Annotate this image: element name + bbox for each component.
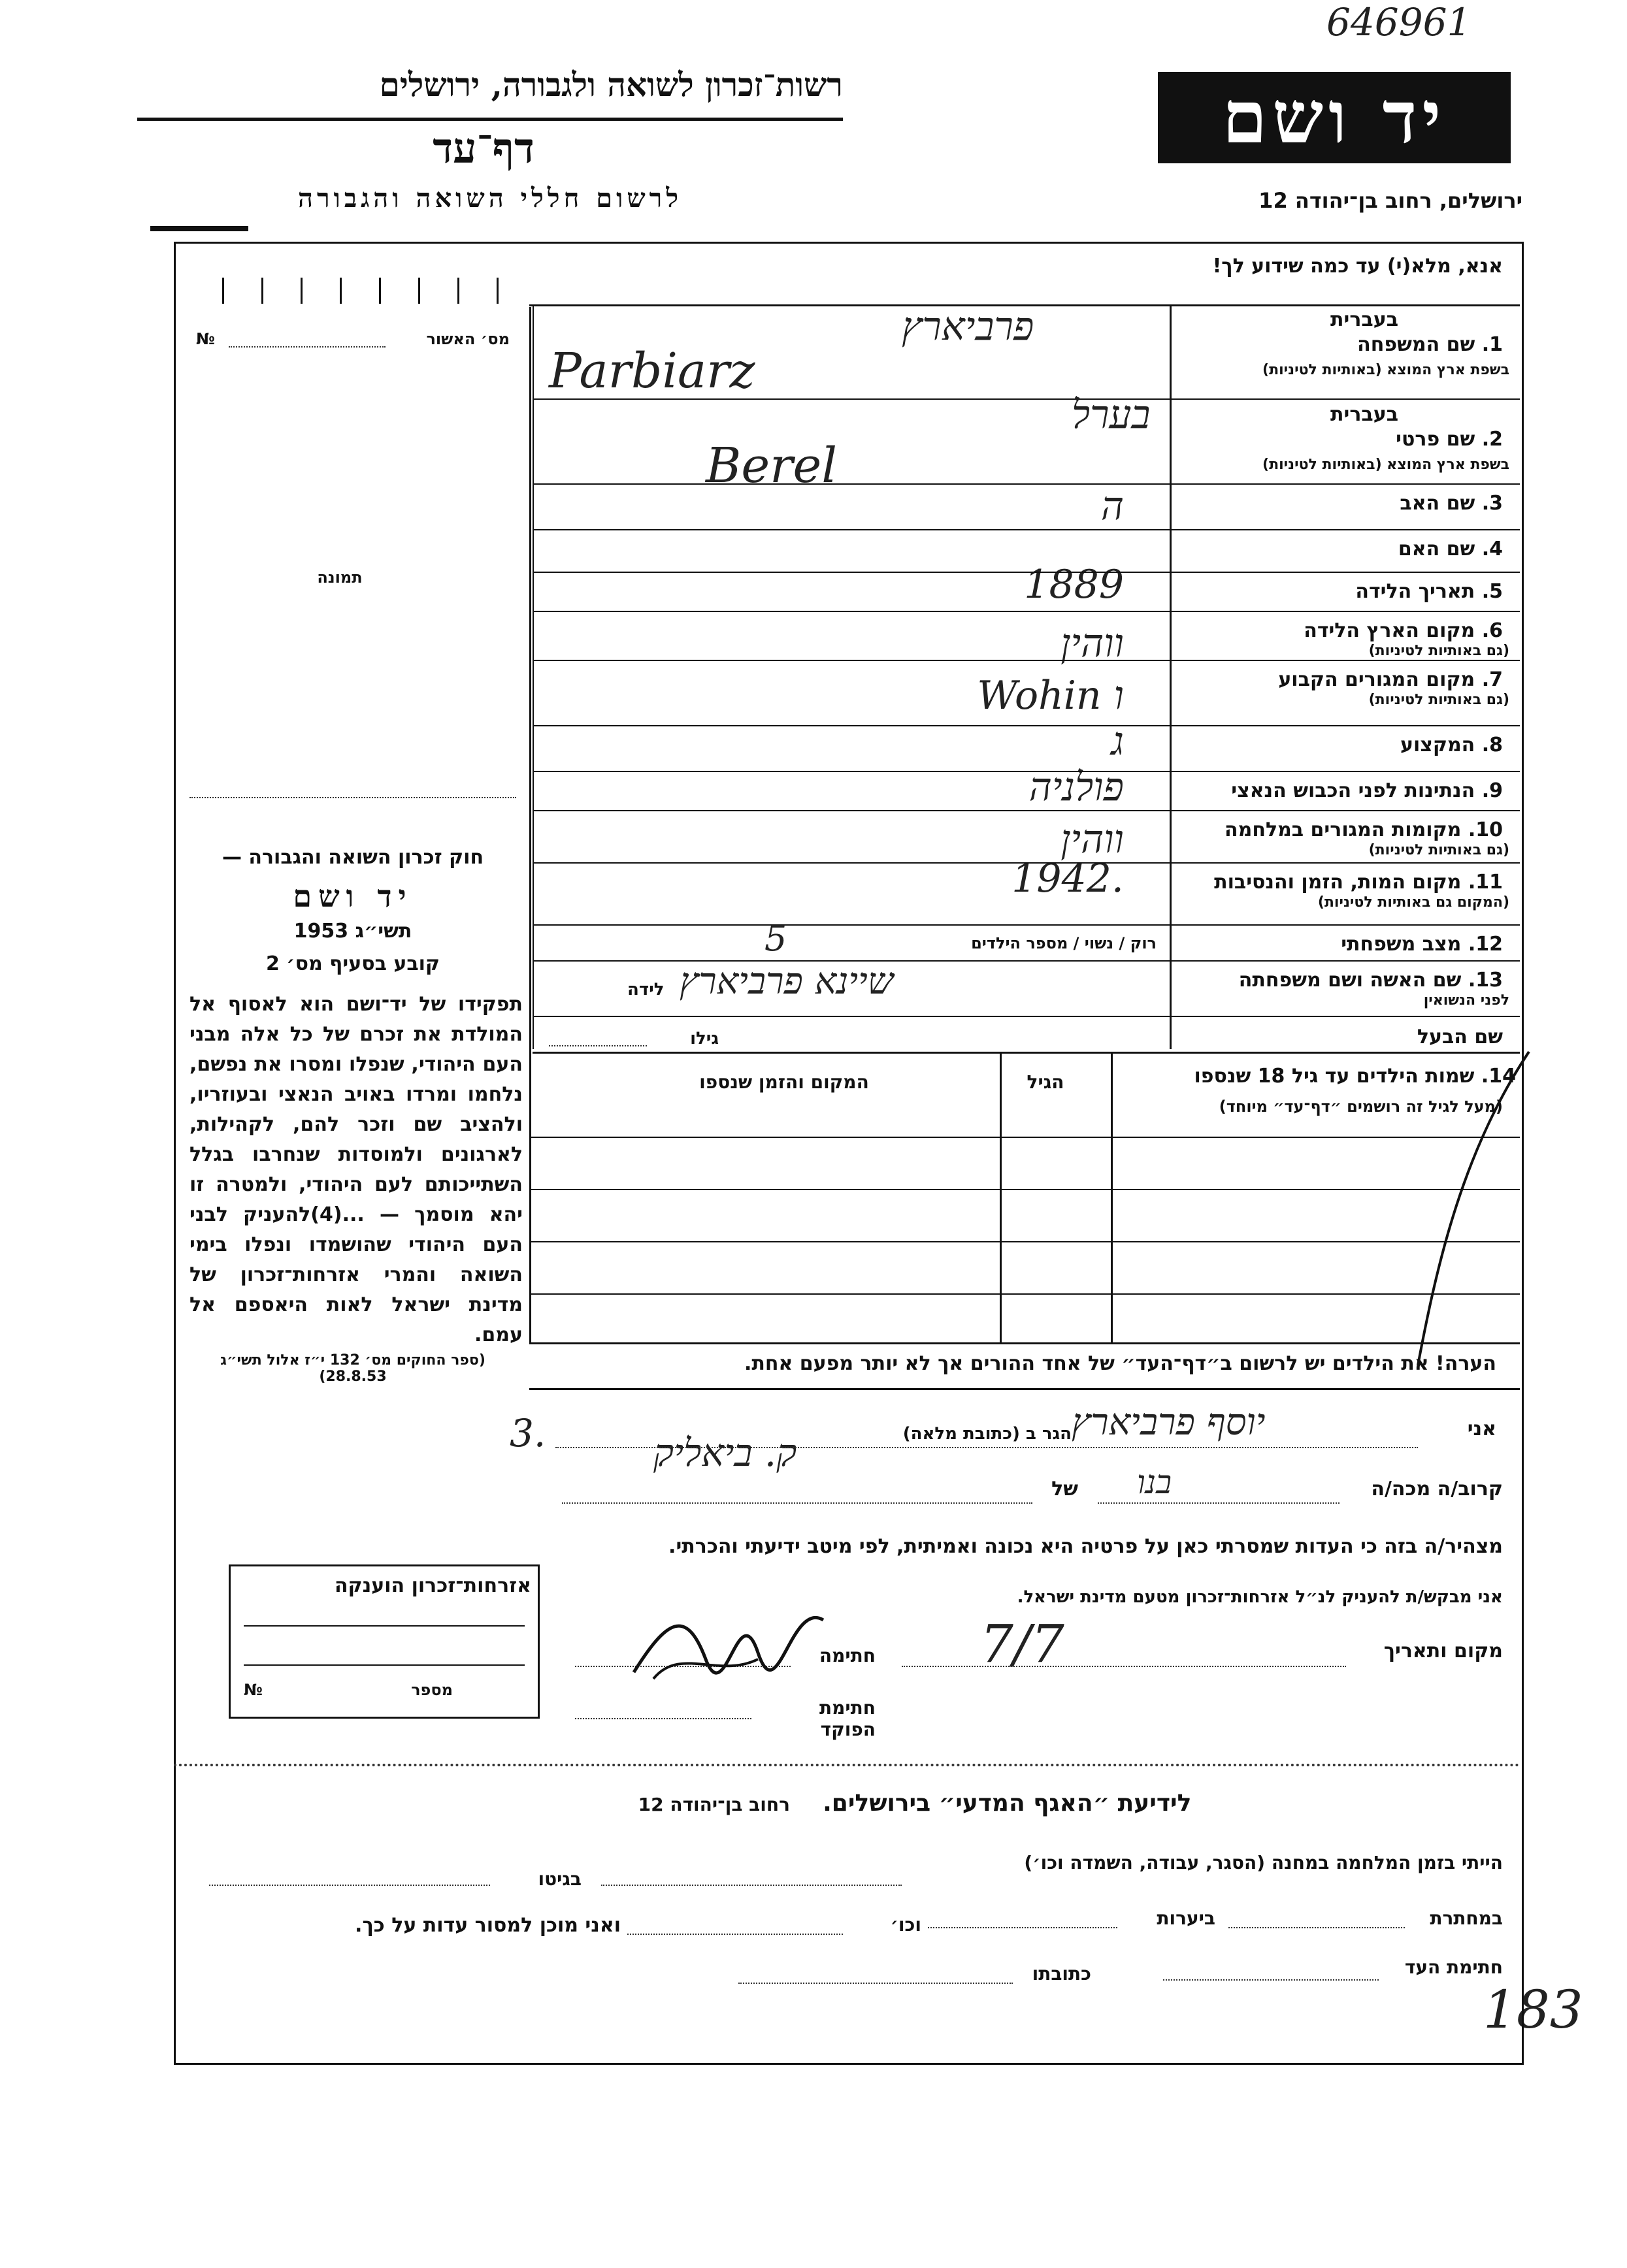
citizenship-box-number: מספר bbox=[411, 1681, 453, 1699]
section-divider bbox=[174, 1764, 1520, 1766]
signature-label: חתימה bbox=[819, 1645, 876, 1666]
citizenship-box-rule bbox=[244, 1664, 525, 1666]
tick bbox=[222, 278, 224, 304]
children-num: 14. bbox=[1481, 1065, 1516, 1088]
family-status-options: רוק / נשוי / מספר הילדים bbox=[971, 934, 1157, 952]
witness-i-label: אני bbox=[1467, 1418, 1496, 1440]
field-label bbox=[1176, 668, 1503, 691]
field-number: 9. bbox=[1481, 779, 1503, 802]
citizenship-box-no: № bbox=[244, 1681, 263, 1699]
witness-address-hand: ק. ביאליק bbox=[653, 1431, 797, 1475]
field-number: 5. bbox=[1481, 580, 1503, 603]
tick bbox=[457, 278, 459, 304]
field-number: 3. bbox=[1481, 492, 1503, 515]
bottom-line1-dots bbox=[601, 1885, 902, 1886]
witness-name-hand: יוסף פרביארץ bbox=[1072, 1401, 1266, 1444]
official-signature-line bbox=[575, 1718, 751, 1719]
declaration: מצהיר/ה בזה כי העדות שמסרתי כאן על פרטיה היא נכונה ואמיתית, לפי מיטב ידיעתי והכרתי. bbox=[668, 1535, 1503, 1558]
relation-hand: בנו bbox=[1137, 1463, 1172, 1501]
approval-label: מס׳ האשור bbox=[426, 330, 510, 348]
husband-age-line bbox=[549, 1045, 647, 1046]
tick bbox=[340, 278, 342, 304]
witness-address-label: הגר ב (כתובת מלאה) bbox=[902, 1424, 1072, 1444]
field-value-hand: Wohin ו bbox=[977, 673, 1124, 719]
field-label bbox=[1176, 818, 1503, 841]
bottom-line3-dots bbox=[1163, 1979, 1379, 1981]
citizenship-request: אני מבקש/ת להעניק לנ״ל אזרחות־זכרון מטעם מדינת ישראל. bbox=[1017, 1587, 1503, 1607]
field-number: 6. bbox=[1481, 619, 1503, 642]
field-number: 1. bbox=[1481, 333, 1503, 356]
field-value-hand: ווהין bbox=[1060, 817, 1124, 862]
bottom-line2-dots2 bbox=[928, 1927, 1117, 1928]
field-label bbox=[1176, 933, 1503, 956]
field-label-text: מצב משפחתי bbox=[1341, 933, 1462, 956]
field-hebrew-tag: בעברית bbox=[1330, 403, 1398, 426]
bottom-line2-b: ביערות bbox=[1157, 1907, 1215, 1929]
instruction: אנא, מלא(י) עד כמה שידוע לך! bbox=[1212, 255, 1503, 278]
law-heading: חוק זכרון השואה והגבורה — bbox=[222, 846, 484, 869]
form-purpose: לרשום חללי השואה והגבורה bbox=[297, 183, 683, 214]
wife-suffix: לידה bbox=[627, 980, 665, 999]
field-label bbox=[1176, 779, 1503, 802]
surname-hebrew-hand: פרביארץ bbox=[902, 304, 1034, 349]
approval-line bbox=[229, 346, 386, 348]
field-sublabel: לפני הנשואין bbox=[1423, 992, 1509, 1009]
tick bbox=[418, 278, 420, 304]
tick bbox=[497, 278, 499, 304]
field-number: 8. bbox=[1481, 734, 1503, 756]
row-rule bbox=[533, 611, 1520, 612]
field-number: 13. bbox=[1468, 969, 1503, 992]
value-column-left bbox=[533, 304, 534, 1049]
field-number: 10. bbox=[1468, 818, 1503, 841]
tick bbox=[301, 278, 303, 304]
place-header: המקום והזמן שנספו bbox=[699, 1071, 869, 1093]
field-number: 2. bbox=[1481, 428, 1503, 451]
age-header: הגיל bbox=[1027, 1071, 1064, 1093]
relative-line bbox=[1098, 1502, 1339, 1504]
field-hebrew-tag: בעברית bbox=[1330, 308, 1398, 331]
field-value-hand: ווהין bbox=[1060, 621, 1124, 666]
bottom-line1-a: הייתי בזמן המלחמה במחנה (הסגר, עבודה, השמדה וכו׳) bbox=[1024, 1852, 1503, 1873]
archive-number: 646961 bbox=[1326, 0, 1471, 44]
relative-label: קרוב/ה מכה/ה bbox=[1371, 1478, 1503, 1500]
field-value-hand: ה bbox=[1100, 483, 1124, 529]
row-rule bbox=[533, 1052, 1520, 1054]
form-title: דף־עד bbox=[433, 124, 534, 173]
field-sublabel: (המקום גם באותיות לטיניות) bbox=[1317, 894, 1509, 911]
field-sublabel: (גם באותיות לטיניות) bbox=[1368, 842, 1509, 858]
children-col-divider bbox=[1000, 1052, 1002, 1342]
of-label: של bbox=[1051, 1478, 1078, 1500]
children-col-divider bbox=[1111, 1052, 1113, 1342]
field-label bbox=[1176, 580, 1503, 603]
field-label-text: המקצוע bbox=[1400, 734, 1475, 756]
children-left-border bbox=[529, 1052, 531, 1342]
children-count-hand: 5 bbox=[764, 918, 787, 959]
field-value-hand: 1889 bbox=[1024, 562, 1124, 608]
field-sublabel: בשפת ארץ המוצא (באותיות לטיניות) bbox=[1262, 457, 1509, 473]
field-label bbox=[1176, 871, 1503, 894]
field-label bbox=[1176, 428, 1503, 451]
field-number: 7. bbox=[1481, 668, 1503, 691]
place-date-hand: 7/7 bbox=[980, 1613, 1064, 1674]
page-number: 183 bbox=[1483, 1979, 1583, 2040]
firstname-latin-hand: Berel bbox=[706, 438, 838, 494]
field-label-text: מקומות המגורים במלחמה bbox=[1224, 818, 1462, 841]
field-number: 4. bbox=[1481, 538, 1503, 560]
label-column-divider bbox=[1170, 304, 1172, 1049]
bottom-line2-d: ואני מוכן למסור עדות על כך. bbox=[355, 1914, 621, 1937]
row-rule bbox=[533, 924, 1520, 926]
authority-title: רשות־זכרון לשואה ולגבורה, ירושלים bbox=[379, 65, 843, 104]
notice-text: את הילדים יש לרשום ב״דף־העד״ של אחד ההורים אך לא יותר מפעם אחת. bbox=[744, 1352, 1429, 1375]
field-label-text: שם האם bbox=[1398, 538, 1475, 560]
wife-name-hand: שיינא פרביארץ bbox=[680, 960, 894, 1003]
surname-latin-hand: Parbiarz bbox=[549, 343, 755, 399]
purpose-underline bbox=[150, 226, 248, 231]
photo-box-bottom bbox=[189, 797, 516, 798]
children-table-bottom bbox=[529, 1342, 1520, 1344]
field-sublabel: בשפת ארץ המוצא (באותיות לטיניות) bbox=[1262, 362, 1509, 378]
bottom-line3-b: כתובתו bbox=[1032, 1963, 1091, 1984]
address: ירושלים, רחוב בן־יהודה 12 bbox=[1258, 188, 1522, 213]
field-label bbox=[1176, 538, 1503, 560]
place-date-label: מקום ותאריך bbox=[1383, 1640, 1503, 1662]
field-number: 11. bbox=[1468, 871, 1503, 894]
field-label-text: תאריך הלידה bbox=[1355, 580, 1475, 603]
field-label-text: הנתינות לפני הכבוש הנאצי bbox=[1231, 779, 1475, 802]
row-rule bbox=[533, 810, 1520, 811]
bottom-line3-a: חתימת העד bbox=[1404, 1956, 1503, 1978]
row-rule bbox=[533, 660, 1520, 661]
citizenship-box-title: אזרחות־זכרון הוענקה bbox=[334, 1574, 531, 1597]
side-panel-divider bbox=[529, 307, 531, 1058]
field-label bbox=[1176, 619, 1503, 642]
bottom-line2-c: וכו׳ bbox=[890, 1914, 921, 1936]
field-label-text: מקום הארץ הלידה bbox=[1304, 619, 1475, 642]
row-rule bbox=[533, 529, 1520, 530]
bottom-line2-dots3 bbox=[627, 1934, 843, 1935]
bottom-address: רחוב בן־יהודה 12 bbox=[638, 1794, 790, 1815]
notice bbox=[542, 1352, 1496, 1375]
children-note: (מעל לגיל זה רושמים ״דף־עד״ מיוחד) bbox=[1219, 1097, 1503, 1116]
bottom-line3-dots2 bbox=[738, 1983, 1013, 1984]
header-rule bbox=[137, 118, 843, 121]
notice-rule bbox=[529, 1388, 1520, 1390]
citizenship-box bbox=[229, 1564, 540, 1719]
children-row-rule bbox=[529, 1293, 1520, 1295]
children-row-rule bbox=[529, 1137, 1520, 1138]
children-title-text: שמות הילדים עד גיל 18 שנספו bbox=[1194, 1065, 1475, 1088]
row-rule bbox=[533, 725, 1520, 726]
field-value-hand: 1942. bbox=[1011, 856, 1124, 901]
bottom-line1-b: בגיטו bbox=[538, 1868, 582, 1890]
field-label-text: שם פרטי bbox=[1396, 428, 1475, 451]
law-source: (ספר החוקים מס׳ 132 י״ז אלול תשי״ג 28.8.53) bbox=[220, 1352, 485, 1385]
field-label-text: מקום המות, הזמן והנסיבות bbox=[1214, 871, 1462, 894]
children-row-rule bbox=[529, 1189, 1520, 1190]
field-sublabel: (גם באותיות לטיניות) bbox=[1368, 643, 1509, 659]
bottom-title-text: לידיעת ״האגף המדעי״ בירושלים. bbox=[823, 1790, 1192, 1817]
field-label bbox=[1176, 734, 1503, 756]
row-rule bbox=[533, 771, 1520, 772]
citizenship-box-rule bbox=[244, 1625, 525, 1627]
bottom-title bbox=[588, 1790, 1241, 1817]
place-date-line bbox=[902, 1666, 1346, 1667]
photo-label: תמונה bbox=[317, 568, 363, 587]
yad-vashem-logo: יד ושם bbox=[1158, 72, 1511, 163]
bottom-line2-dots bbox=[1228, 1927, 1405, 1928]
field-label bbox=[1176, 333, 1503, 356]
witness-city-hand: 3. bbox=[510, 1411, 546, 1455]
approval-no: № bbox=[196, 330, 215, 348]
row-rule bbox=[533, 862, 1520, 864]
bottom-line1-dots2 bbox=[209, 1885, 490, 1886]
field-label bbox=[1176, 969, 1503, 992]
tick bbox=[379, 278, 381, 304]
row-rule bbox=[533, 1016, 1520, 1017]
field-label-text: שם המשפחה bbox=[1357, 333, 1475, 356]
pen-stroke bbox=[1411, 1045, 1542, 1372]
law-clause: קובע בסעיף מס׳ 2 bbox=[265, 952, 440, 975]
firstname-hebrew-hand: בערל bbox=[1072, 392, 1151, 438]
field-label-text: שם האב bbox=[1400, 492, 1475, 515]
witness-signature bbox=[627, 1581, 836, 1692]
notice-prefix: הערה! bbox=[1436, 1352, 1496, 1375]
field-value-hand: פולניה bbox=[1028, 764, 1124, 810]
row-rule bbox=[533, 572, 1520, 573]
husband-age-label: גילו bbox=[690, 1029, 719, 1048]
law-text: תפקידו של יד־ושם הוא לאסוף אל המולדת את זכרם של כל אלה מבני העם היהודי, שנפלו ומסרו את נפשם, נלחמו ומרדו באויב הנאצי ובעוזריו, ולהציב שם וזכר להם, לקהילות, לארגונים ולמוסדות שנחרבו בגלל השתייכותם לעם היהודי, ולמטרה זו יהא מוסמך — ...(4)להעניק לבני העם היהודי שהושמדו ונפלו בימי השואה והמרי אזרחות־זכרון של מדינת ישראל לאות היאספם אל עמם. bbox=[189, 993, 523, 1346]
bottom-line2-a: במחתרת bbox=[1430, 1907, 1503, 1929]
official-signature-label: חתימת הפוקד bbox=[819, 1697, 876, 1740]
field-number: 12. bbox=[1468, 933, 1503, 956]
field-sublabel: (גם באותיות לטיניות) bbox=[1368, 692, 1509, 708]
field-label-text: שם האשה ושם משפחתה bbox=[1238, 969, 1462, 992]
law-year: תשי״ג 1953 bbox=[293, 920, 412, 943]
field-label-text: מקום המגורים הקבוע bbox=[1278, 668, 1475, 691]
tick bbox=[261, 278, 263, 304]
law-title: יד ושם bbox=[293, 879, 413, 914]
of-line bbox=[562, 1502, 1032, 1504]
field-label bbox=[1176, 492, 1503, 515]
row-rule bbox=[533, 483, 1520, 485]
witness-name-line bbox=[555, 1447, 1418, 1448]
children-row-rule bbox=[529, 1241, 1520, 1242]
field-value-hand: ג bbox=[1111, 719, 1124, 764]
husband-label: שם הבעל bbox=[1417, 1026, 1503, 1048]
